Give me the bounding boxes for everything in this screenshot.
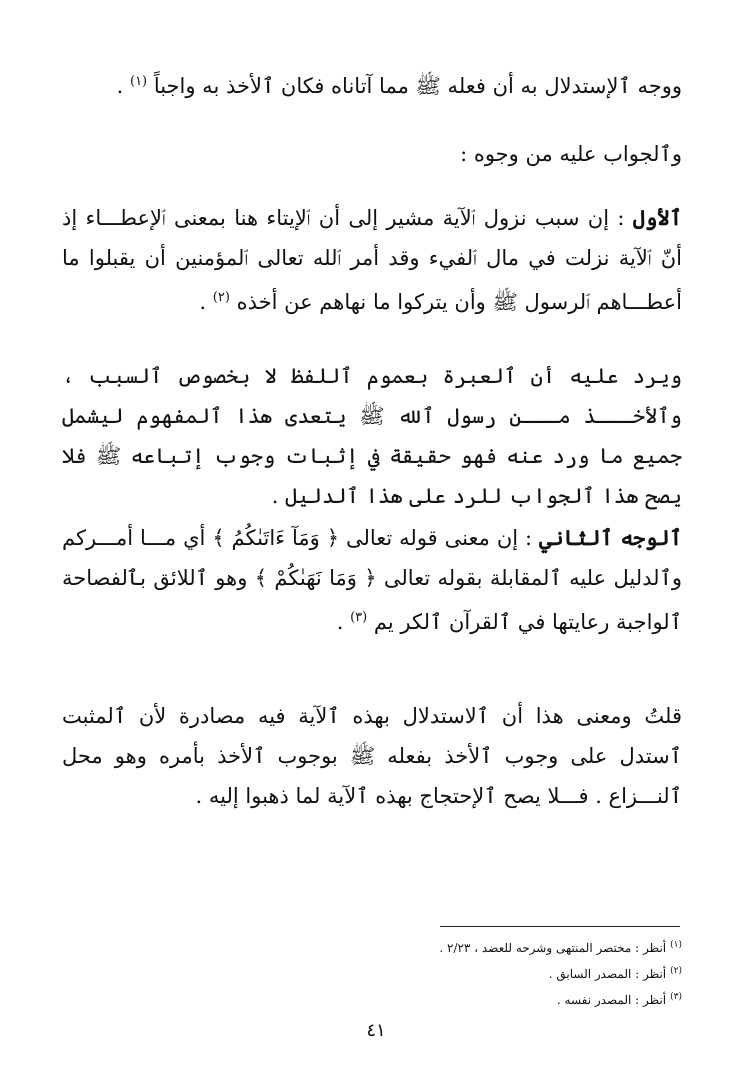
footnote-text: أنظر : المصدر السابق . <box>548 967 667 981</box>
footnote-ref-3: (٣) <box>350 610 368 625</box>
footnote-item <box>62 934 682 960</box>
paragraph-text: قلتُ ومعنى هذا أن ٱلاستدلال بهذه ٱلآية فيه مصادرة لأن ٱلمثبت ٱستدل على وجوب ٱلأخذ بفعله ﷺ بوجوب ٱلأخذ بأمره وهو محل ٱلنـــزاع . فـــلا يصح ٱلإحتجاج بهذه ٱلآية لما ذهبوا إليه . <box>62 704 682 808</box>
footnotes-list <box>62 934 682 1012</box>
paragraph-text: وٱلجواب عليه من وجوه : <box>460 142 682 166</box>
footnote-text: أنظر : المصدر نفسه . <box>556 993 667 1007</box>
footnote-text: أنظر : مختصر المنتهى وشرحه للعضد ، ٢/٢٣ . <box>439 941 667 955</box>
paragraph-evidence <box>62 62 682 106</box>
footnote-ref-1: (١) <box>129 74 148 89</box>
quran-quote-1: ﴿ وَمَآ ءَاتَىٰكُمُ ﴾ <box>212 526 340 550</box>
footnote-item <box>62 960 682 986</box>
footnote-number: (٣) <box>670 992 682 1002</box>
footnote-ref-2: (٢) <box>212 290 230 305</box>
footnote-number: (٢) <box>670 966 682 976</box>
quran-quote-2: ﴿ وَمَا نَهَىٰكُمْ ﴾ <box>254 566 377 590</box>
paragraph-text: ويرد عليه أن ٱلعبرة بعموم ٱللفظ لا بخصوص ٱلسبب ، وٱلأخـــذ مـــن رسول ٱلله ﷺ يتعدى هذا ٱلمفهوم ليشمل جميع ما ورد عنه فهو حقيقة في إثبات وجوب إتباعه ﷺ فلا يصح هذا ٱلجواب للرد على هذا ٱلدليل . <box>62 364 682 508</box>
paragraph-second-reason <box>62 518 682 642</box>
paragraph-end: . <box>336 610 351 634</box>
paragraph-text-c: وهو ٱللائق بٱلفصاحة ٱلواجبة رعايتها في ٱلقرآن ٱلكر يم <box>62 566 682 634</box>
page-number: ٤١ <box>366 1020 386 1041</box>
paragraph-answer-intro <box>62 134 682 174</box>
paragraph-end: . <box>199 290 213 314</box>
paragraph-text: : إن سبب نزول ٱلآية مشير إلى أن ٱلإيتاء هنا بمعنى ٱلإعطـــاء إذ أنّ ٱلآية نزلت في مال ٱلفيء وقد أمر ٱلله تعالى ٱلمؤمنين أن يقبلوا ما أعطـــاهم ٱلرسول ﷺ وأن يتركوا ما نهاهم عن أخذه <box>62 206 682 314</box>
footnote-item <box>62 986 682 1012</box>
footnote-number: (١) <box>670 940 682 950</box>
paragraph-objection <box>62 356 682 516</box>
section-label-first: ٱلأول <box>632 205 682 230</box>
paragraph-author-comment <box>62 696 682 816</box>
section-label-second: ٱلوجه ٱلثاني <box>539 525 682 550</box>
paragraph-first-reason <box>62 198 682 322</box>
footnote-separator <box>440 926 680 927</box>
paragraph-end: . <box>116 74 130 98</box>
paragraph-text: ووجه ٱلإستدلال به أن فعله ﷺ مما آتاناه فكان ٱلأخذ به واجباً <box>153 74 682 98</box>
paragraph-text-b: أي مـــا أمـــركم وٱلدليل عليه ٱلمقابلة بقوله تعالى <box>62 526 683 590</box>
paragraph-text-a: : إن معنى قوله تعالى <box>339 526 540 550</box>
